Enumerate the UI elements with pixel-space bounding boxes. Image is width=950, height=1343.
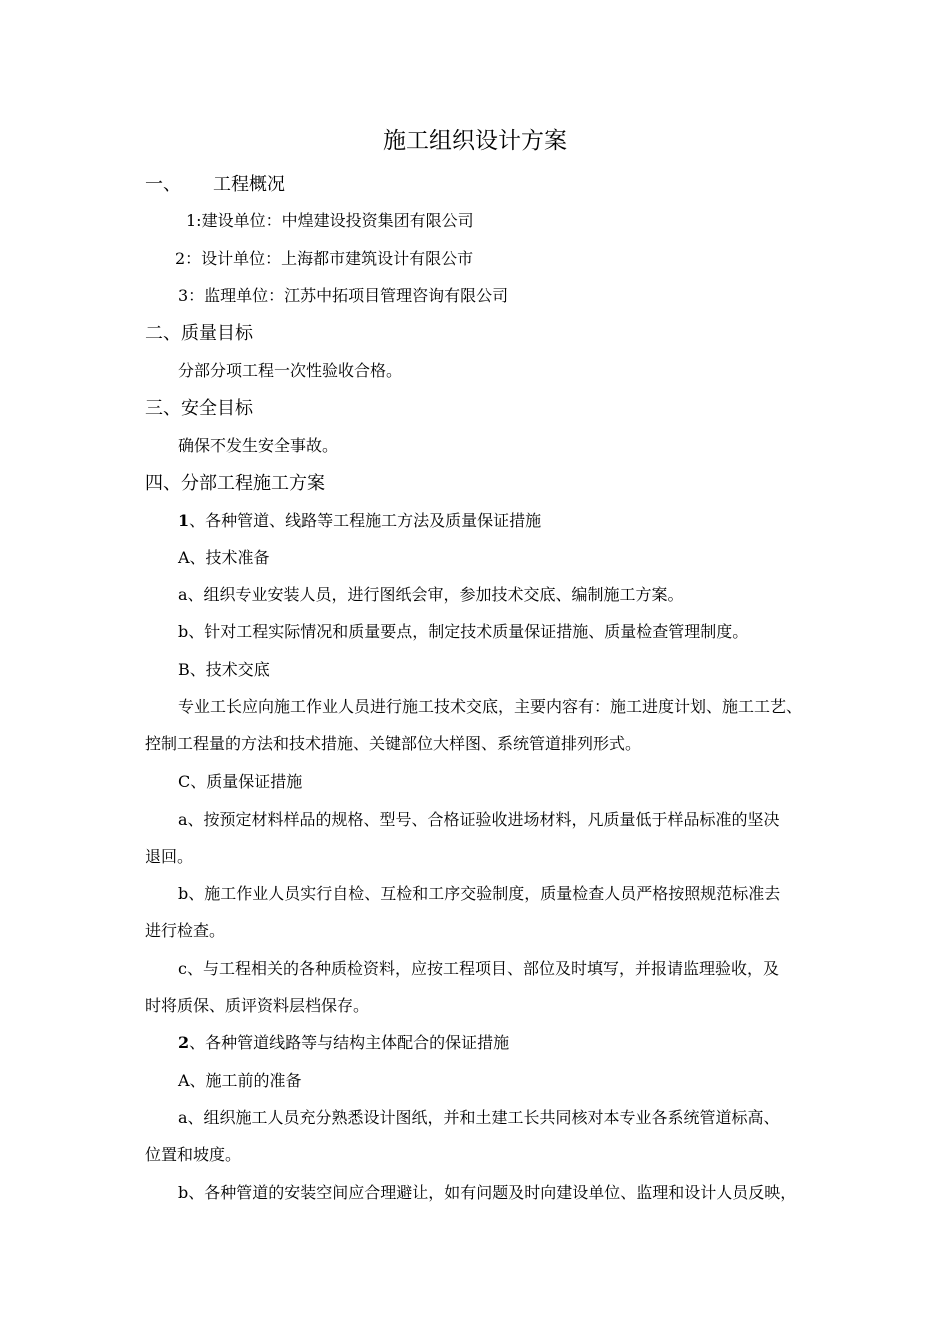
sub1-B-paragraph-line-1: 专业工长应向施工作业人员进行施工技术交底，主要内容有：施工进度计划、施工工艺、 (178, 697, 803, 716)
subsection-1-heading (178, 511, 541, 531)
section-1-item-2: 2：设计单位：上海都市建筑设计有限公市 (175, 249, 474, 268)
sub1-C-item-a-line-1: a、按预定材料样品的规格、型号、合格证验收进场材料，凡质量低于样品标准的坚决 (178, 810, 780, 829)
section-1-item-1: 1:建设单位：中煌建设投资集团有限公司 (186, 211, 474, 230)
sub1-B-paragraph-line-2: 控制工程量的方法和技术措施、关键部位大样图、系统管道排列形式。 (145, 734, 642, 753)
sub1-A-item-b: b、针对工程实际情况和质量要点，制定技术质量保证措施、质量检查管理制度。 (178, 622, 749, 641)
section-2-heading: 二、质量目标 (145, 323, 253, 344)
subsection-2-text: 、各种管道线路等与结构主体配合的保证措施 (189, 1033, 510, 1052)
sub2-A-item-a-line-2: 位置和坡度。 (145, 1145, 242, 1164)
section-3-text: 确保不发生安全事故。 (178, 436, 339, 455)
sub1-C-item-c-line-1: c、与工程相关的各种质检资料，应按工程项目、部位及时填写，并报请监理验收，及 (178, 959, 779, 978)
document-title: 施工组织设计方案 (383, 128, 567, 154)
section-1-item-3: 3：监理单位：江苏中拓项目管理咨询有限公司 (178, 286, 509, 305)
sub1-C-item-c-line-2: 时将质保、质评资料层档保存。 (145, 996, 370, 1015)
subsection-2-heading (178, 1033, 509, 1053)
subsection-1-text: 、各种管道、线路等工程施工方法及质量保证措施 (189, 511, 542, 530)
section-3-heading: 三、安全目标 (145, 398, 253, 419)
section-1-heading: 工程概况 (213, 174, 285, 195)
sub1-C-item-b-line-1: b、施工作业人员实行自检、互检和工序交验制度，质量检查人员严格按照规范标准去 (178, 884, 781, 903)
section-2-text: 分部分项工程一次性验收合格。 (178, 361, 403, 380)
sub2-A-item-b-line-1: b、各种管道的安装空间应合理避让，如有问题及时向建设单位、监理和设计人员反映， (178, 1183, 797, 1202)
section-1-number: 一、 (145, 174, 181, 195)
section-4-heading: 四、分部工程施工方案 (145, 473, 325, 494)
sub2-A-item-a-line-1: a、组织施工人员充分熟悉设计图纸，并和土建工长共同核对本专业各系统管道标高、 (178, 1108, 780, 1127)
sub1-C-item-b-line-2: 进行检查。 (145, 921, 226, 940)
sub1-B-heading: B、技术交底 (178, 660, 270, 679)
sub2-A-heading: A、施工前的准备 (178, 1071, 302, 1090)
subsection-2-number: 2 (178, 1033, 190, 1052)
sub1-A-item-a: a、组织专业安装人员，进行图纸会审，参加技术交底、编制施工方案。 (178, 585, 684, 604)
sub1-C-heading: C、质量保证措施 (178, 772, 303, 791)
sub1-C-item-a-line-2: 退回。 (145, 847, 194, 866)
subsection-1-number: 1 (178, 511, 190, 530)
sub1-A-heading: A、技术准备 (178, 548, 270, 567)
